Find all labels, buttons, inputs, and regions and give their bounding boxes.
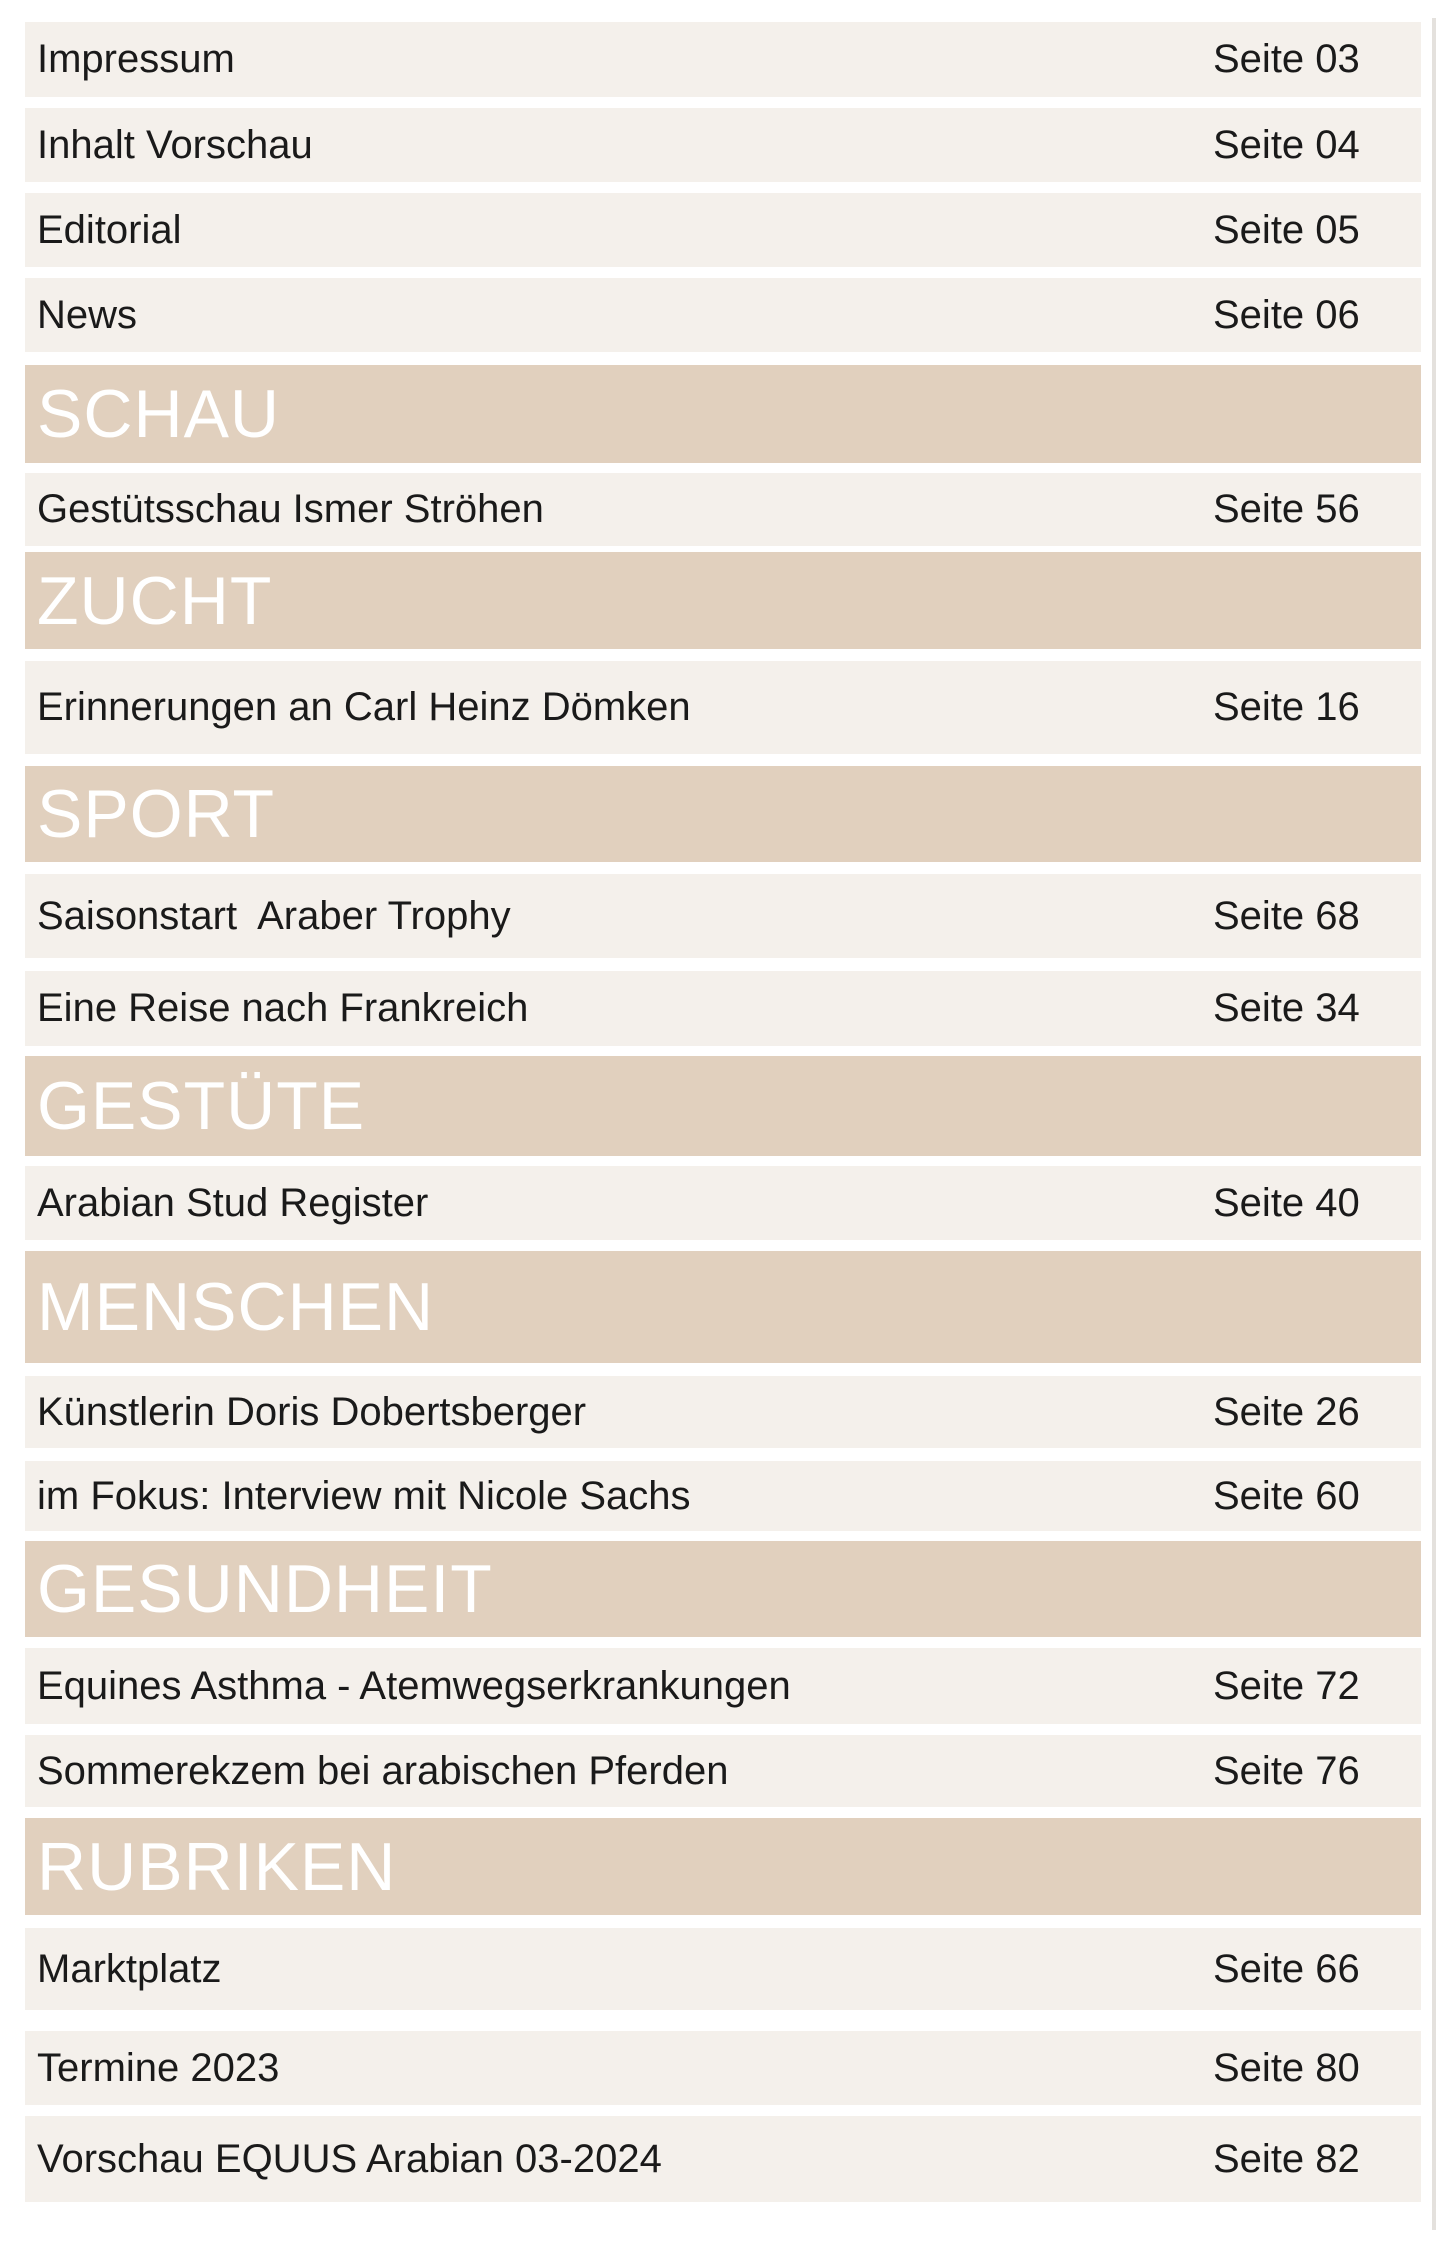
toc-entry-page: Seite 04 bbox=[1213, 122, 1360, 167]
toc-entry-page: Seite 68 bbox=[1213, 893, 1360, 938]
toc-entry-page: Seite 26 bbox=[1213, 1389, 1360, 1434]
toc-entry-title: Equines Asthma - Atemwegserkrankungen bbox=[37, 1663, 791, 1708]
section-header-rubriken bbox=[25, 1818, 1421, 1915]
toc-entry-page: Seite 60 bbox=[1213, 1473, 1360, 1518]
section-heading: RUBRIKEN bbox=[37, 1828, 397, 1905]
toc-entry-title: Künstlerin Doris Dobertsberger bbox=[37, 1389, 587, 1434]
section-heading: SCHAU bbox=[37, 376, 281, 452]
section-header-gestuete bbox=[25, 1056, 1421, 1156]
toc-entry-editorial[interactable] bbox=[25, 193, 1421, 267]
page-edge bbox=[1432, 18, 1436, 2230]
toc-entry-erinnerungen[interactable] bbox=[25, 661, 1421, 754]
section-heading: MENSCHEN bbox=[37, 1269, 435, 1345]
section-header-menschen bbox=[25, 1251, 1421, 1363]
toc-entry-page: Seite 16 bbox=[1213, 685, 1360, 729]
toc-entry-inhalt-vorschau[interactable] bbox=[25, 108, 1421, 182]
toc-entry-page: Seite 80 bbox=[1213, 2045, 1360, 2090]
toc-entry-stud-register[interactable] bbox=[25, 1166, 1421, 1240]
toc-entry-equines-asthma[interactable] bbox=[25, 1648, 1421, 1724]
toc-entry-page: Seite 56 bbox=[1213, 487, 1360, 531]
toc-entry-page: Seite 03 bbox=[1213, 37, 1360, 81]
toc-entry-im-fokus[interactable] bbox=[25, 1461, 1421, 1531]
toc-entry-title: im Fokus: Interview mit Nicole Sachs bbox=[37, 1473, 691, 1518]
toc-entry-page: Seite 76 bbox=[1213, 1748, 1360, 1793]
toc-entry-page: Seite 40 bbox=[1213, 1180, 1360, 1225]
toc-entry-title: Termine 2023 bbox=[37, 2045, 280, 2090]
toc-entry-title: Editorial bbox=[37, 207, 182, 252]
toc-entry-news[interactable] bbox=[25, 278, 1421, 352]
toc-entry-title: Marktplatz bbox=[37, 1946, 222, 1991]
toc-entry-reise-frankreich[interactable] bbox=[25, 971, 1421, 1046]
section-header-gesundheit bbox=[25, 1541, 1421, 1637]
section-heading: GESUNDHEIT bbox=[37, 1551, 493, 1627]
toc-entry-page: Seite 05 bbox=[1213, 207, 1360, 252]
toc-entry-saisonstart[interactable] bbox=[25, 874, 1421, 958]
toc-entry-sommerekzem[interactable] bbox=[25, 1735, 1421, 1807]
toc-entry-page: Seite 66 bbox=[1213, 1946, 1360, 1991]
toc-entry-title: Gestütsschau Ismer Ströhen bbox=[37, 487, 544, 531]
toc-entry-page: Seite 72 bbox=[1213, 1663, 1360, 1708]
toc-entry-title: News bbox=[37, 292, 138, 337]
toc-entry-page: Seite 06 bbox=[1213, 292, 1360, 337]
toc-entry-kuenstlerin[interactable] bbox=[25, 1376, 1421, 1448]
toc-entry-title: Arabian Stud Register bbox=[37, 1180, 429, 1225]
toc-entry-gestuetsschau[interactable] bbox=[25, 473, 1421, 546]
toc-entry-title: Impressum bbox=[37, 37, 235, 81]
toc-entry-impressum[interactable] bbox=[25, 22, 1421, 97]
section-header-zucht bbox=[25, 552, 1421, 649]
toc-entry-title: Sommerekzem bei arabischen Pferden bbox=[37, 1748, 729, 1793]
section-header-sport bbox=[25, 766, 1421, 862]
toc-entry-vorschau-equus[interactable] bbox=[25, 2116, 1421, 2202]
toc-entry-marktplatz[interactable] bbox=[25, 1928, 1421, 2010]
toc-entry-title: Saisonstart Araber Trophy bbox=[37, 893, 511, 938]
toc-entry-title: Erinnerungen an Carl Heinz Dömken bbox=[37, 685, 691, 729]
toc-entry-title: Eine Reise nach Frankreich bbox=[37, 986, 529, 1030]
toc-entry-termine[interactable] bbox=[25, 2031, 1421, 2105]
toc-entry-page: Seite 82 bbox=[1213, 2136, 1360, 2181]
toc-entry-title: Vorschau EQUUS Arabian 03-2024 bbox=[37, 2136, 662, 2181]
toc-entry-page: Seite 34 bbox=[1213, 986, 1360, 1030]
section-heading: ZUCHT bbox=[37, 562, 273, 639]
section-header-schau bbox=[25, 365, 1421, 463]
section-heading: SPORT bbox=[37, 776, 276, 852]
section-heading: GESTÜTE bbox=[37, 1068, 366, 1144]
toc-entry-title: Inhalt Vorschau bbox=[37, 122, 313, 167]
